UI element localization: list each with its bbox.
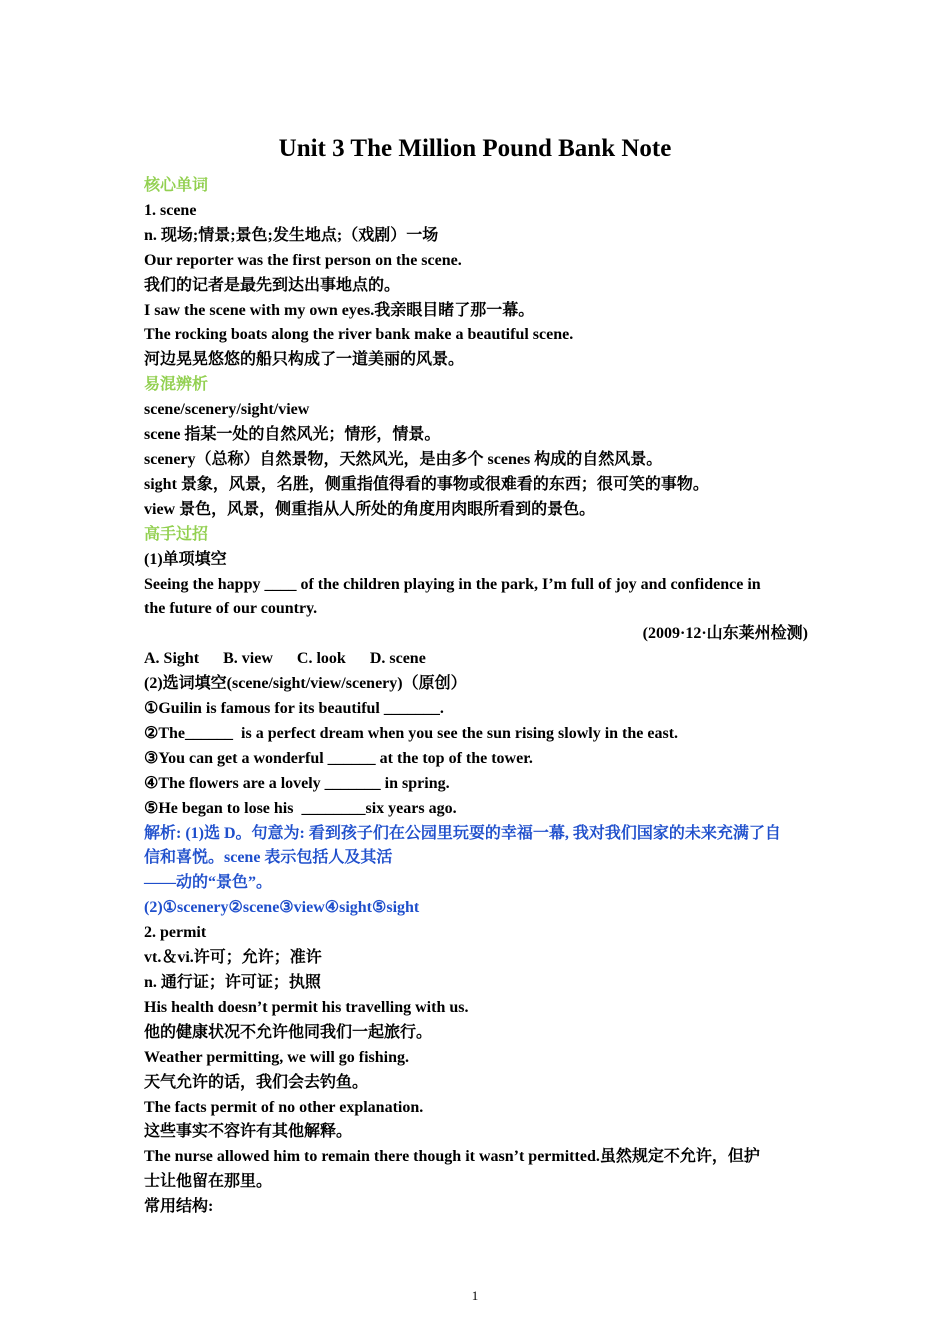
text-line: the future of our country. [144,600,318,618]
text-line: I saw the scene with my own eyes.我亲眼目睹了那一幕。 [144,301,535,319]
text-line: scenery（总称）自然景物，天然风光，是由多个 scenes 构成的自然风景。 [144,450,663,468]
text-line: 常用结构: [144,1198,214,1216]
text-line: 天气允许的话，我们会去钓鱼。 [144,1073,369,1091]
answer-option: D. scene [369,650,426,668]
answer-explanation-line: 信和喜悦。scene 表示包括人及其活 [144,849,393,867]
text-line: 河边晃晃悠悠的船只构成了一道美丽的风景。 [144,351,465,369]
text-line: Seeing the happy ____ of the children playing in the park, I’m full of joy and confidence in [144,575,761,593]
answer-explanation-line: (2)①scenery②scene③view④sight⑤sight [144,899,420,917]
page-title: Unit 3 The Million Pound Bank Note [278,135,672,162]
text-line: ②The______ is a perfect dream when you see the sun rising slowly in the east. [144,724,679,742]
text-line: His health doesn’t permit his travelling with us. [144,998,469,1016]
answer-explanation-line: 解析: (1)选 D。句意为: 看到孩子们在公园里玩耍的幸福一幕, 我对我们国家的未来充满了自 [144,824,781,842]
text-line: scene/scenery/sight/view [144,401,310,419]
text-line: 1. scene [144,201,197,219]
answer-option: B. view [223,650,273,668]
text-line: 2. permit [144,924,207,942]
answer-option: C. look [296,650,346,668]
text-line: 这些事实不容许有其他解释。 [144,1123,353,1141]
answer-option: A. Sight [144,650,200,668]
text-line: ①Guilin is famous for its beautiful _______. [144,700,444,718]
text-line: view 景色，风景，侧重指从人所处的角度用肉眼所看到的景色。 [144,500,596,518]
text-line: vt.＆vi.许可；允许；准许 [144,949,322,967]
section-heading: 高手过招 [144,525,209,543]
answer-options [144,647,808,672]
text-line: 他的健康状况不允许他同我们一起旅行。 [144,1023,433,1041]
text-line: ⑤He began to lose his ________six years ago. [144,799,457,817]
section-heading: 易混辨析 [144,376,209,394]
section-heading: 核心单词 [144,177,209,194]
answer-explanation-line: ——动的“景色”。 [144,874,273,892]
page-number: 1 [471,1288,479,1303]
text-line: Weather permitting, we will go fishing. [144,1048,410,1066]
text-line: n. 通行证；许可证；执照 [144,974,321,991]
text-line: The nurse allowed him to remain there though it wasn’t permitted.虽然规定不允许，但护 [144,1148,760,1166]
text-line: sight 景象，风景，名胜，侧重指值得看的事物或很难看的东西；很可笑的事物。 [144,475,709,493]
text-line: n. 现场;情景;景色;发生地点;（戏剧）一场 [144,226,439,244]
text-line: (1)单项填空 [144,550,227,568]
text-line: The facts permit of no other explanation. [144,1098,424,1116]
text-line: ③You can get a wonderful ______ at the top of the tower. [144,749,533,767]
text-line: (2)选词填空(scene/sight/view/scenery)（原创） [144,675,467,693]
text-line: The rocking boats along the river bank make a beautiful scene. [144,326,574,344]
text-line: scene 指某一处的自然风光；情形，情景。 [144,426,441,444]
text-line: Our reporter was the first person on the scene. [144,251,462,269]
document-body [144,174,808,1220]
source-citation: (2009·12·山东莱州检测) [642,625,808,643]
text-line: 我们的记者是最先到达出事地点的。 [144,276,401,294]
text-line: 士让他留在那里。 [144,1173,273,1191]
text-line: ④The flowers are a lovely _______ in spring. [144,774,450,792]
